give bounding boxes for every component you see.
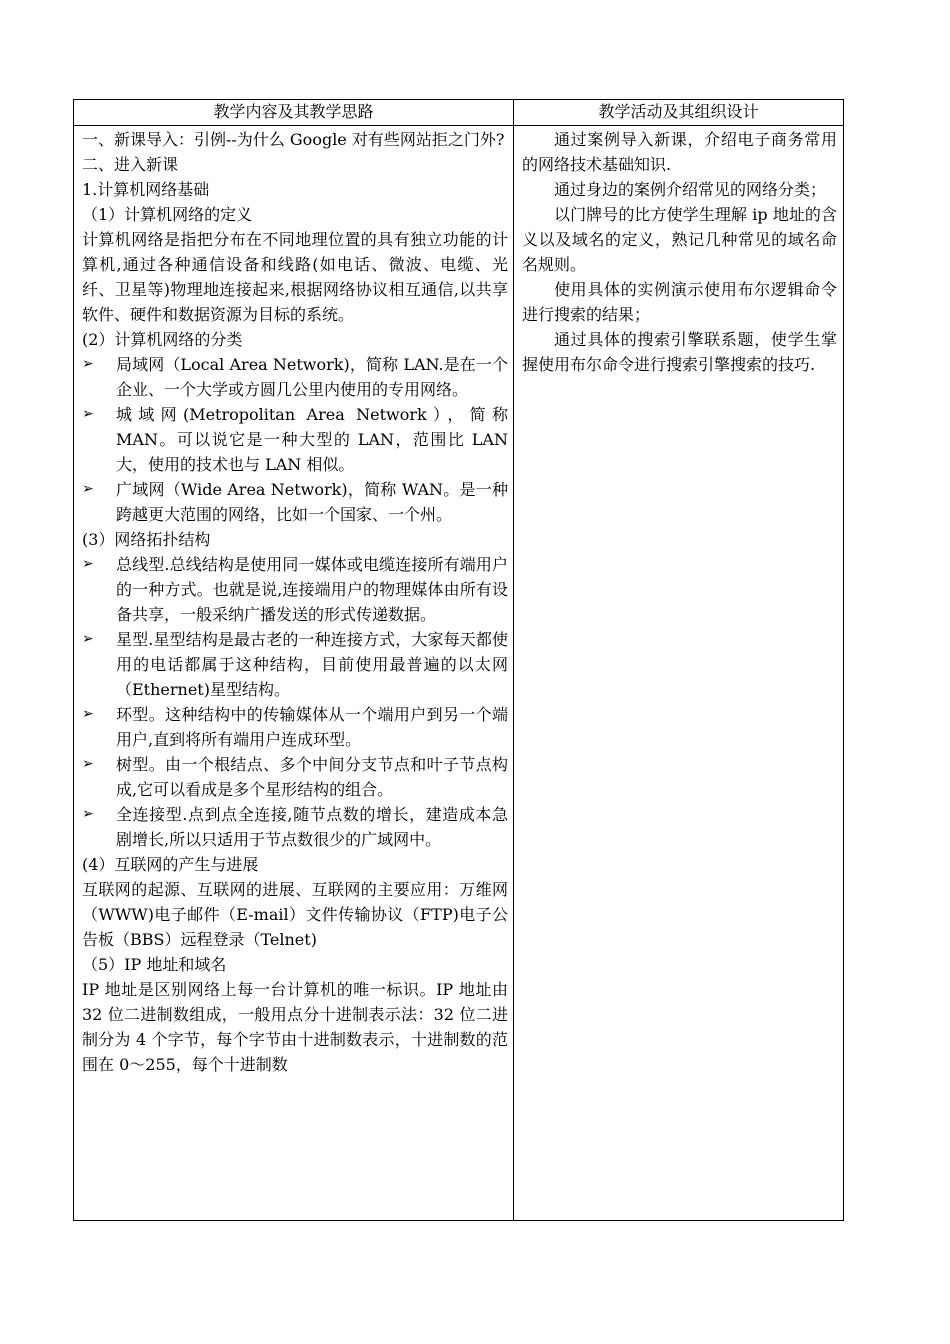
activity-paragraph: 通过案例导入新课，介绍电子商务常用的网络技术基础知识.: [522, 130, 837, 174]
activity-paragraph: 以门牌号的比方使学生理解 ip 地址的含义以及域名的定义，熟记几种常见的域名命名规则。: [522, 205, 837, 274]
teaching-content-cell: [74, 126, 514, 1221]
subsection-definition: （1）计算机网络的定义: [82, 205, 253, 224]
header-right: 教学活动及其组织设计: [514, 100, 844, 126]
arrowhead-bullet-icon: ➢: [82, 706, 94, 722]
arrowhead-bullet-icon: ➢: [82, 356, 94, 372]
arrowhead-bullet-icon: ➢: [82, 556, 94, 572]
arrowhead-bullet-icon: ➢: [82, 756, 94, 772]
ip-body: IP 地址是区别网络上每一台计算机的唯一标识。IP 地址由 32 位二进制数组成，一般用点分十进制表示法：32 位二进制分为 4 个字节，每个字节由十进制数表示，十进制数的范围在 0～255，每个十进制数: [82, 980, 508, 1074]
subsection-classification: (2）计算机网络的分类: [82, 330, 243, 349]
activity-paragraph: 使用具体的实例演示使用布尔逻辑命令进行搜索的结果；: [522, 280, 837, 324]
list-item: ➢ 星型.星型结构是最古老的一种连接方式，大家每天都使用的电话都属于这种结构，目前使用最普遍的以太网（Ethernet)星型结构。: [82, 627, 508, 702]
list-item: ➢ 树型。由一个根结点、多个中间分支节点和叶子节点构成,它可以看成是多个星形结构的组合。: [82, 752, 508, 802]
list-item: ➢ 环型。这种结构中的传输媒体从一个端用户到另一个端用户,直到将所有端用户连成环型。: [82, 702, 508, 752]
list-item: ➢ 广域网（Wide Area Network)，简称 WAN。是一种跨越更大范围的网络，比如一个国家、一个州。: [82, 477, 508, 527]
activity-paragraph: 通过身边的案例介绍常见的网络分类；: [554, 180, 827, 199]
arrowhead-bullet-icon: ➢: [82, 806, 94, 822]
internet-body: 互联网的起源、互联网的进展、互联网的主要应用：万维网（WWW)电子邮件（E-mail）文件传输协议（FTP)电子公告板（BBS）远程登录（Telnet): [82, 880, 508, 949]
subsection-internet: (4）互联网的产生与进展: [82, 855, 259, 874]
arrowhead-bullet-icon: ➢: [82, 481, 94, 497]
subsection-topology: (3）网络拓扑结构: [82, 530, 211, 549]
arrowhead-bullet-icon: ➢: [82, 631, 94, 647]
header-left: 教学内容及其教学思路: [74, 100, 514, 126]
lesson-plan-table: [73, 99, 844, 1221]
teaching-activity-cell: [514, 126, 844, 1221]
arrowhead-bullet-icon: ➢: [82, 406, 94, 422]
list-item: ➢ 局域网（Local Area Network)，简称 LAN.是在一个企业、一个大学或方圆几公里内使用的专用网络。: [82, 352, 508, 402]
intro-line: 一、新课导入：引例--为什么 Google 对有些网站拒之门外?: [82, 130, 505, 149]
subsection-ip-domain: （5）IP 地址和域名: [82, 955, 227, 974]
list-item: ➢ 总线型.总线结构是使用同一媒体或电缆连接所有端用户的一种方式。也就是说,连接端用户的物理媒体由所有设备共享，一般采纳广播发送的形式传递数据。: [82, 552, 508, 627]
section-network-basics: 1.计算机网络基础: [82, 180, 210, 199]
table-body-row: [74, 126, 844, 1221]
activity-paragraph: 通过具体的搜索引擎联系题，使学生掌握使用布尔命令进行搜索引擎搜索的技巧.: [522, 330, 837, 374]
list-item: ➢ 城域网(Metropolitan Area Network），简称 MAN。可以说它是一种大型的 LAN，范围比 LAN 大，使用的技术也与 LAN 相似。: [82, 402, 508, 477]
list-item: ➢ 全连接型.点到点全连接,随节点数的增长，建造成本急剧增长,所以只适用于节点数很少的广域网中。: [82, 802, 508, 852]
definition-body: 计算机网络是指把分布在不同地理位置的具有独立功能的计算机,通过各种通信设备和线路(如电话、微波、电缆、光纤、卫星等)物理地连接起来,根据网络协议相互通信,以共享软件、硬件和数据资源为目标的系统。: [82, 230, 508, 324]
table-header-row: [74, 100, 844, 126]
new-lesson-heading: 二、进入新课: [82, 155, 179, 174]
